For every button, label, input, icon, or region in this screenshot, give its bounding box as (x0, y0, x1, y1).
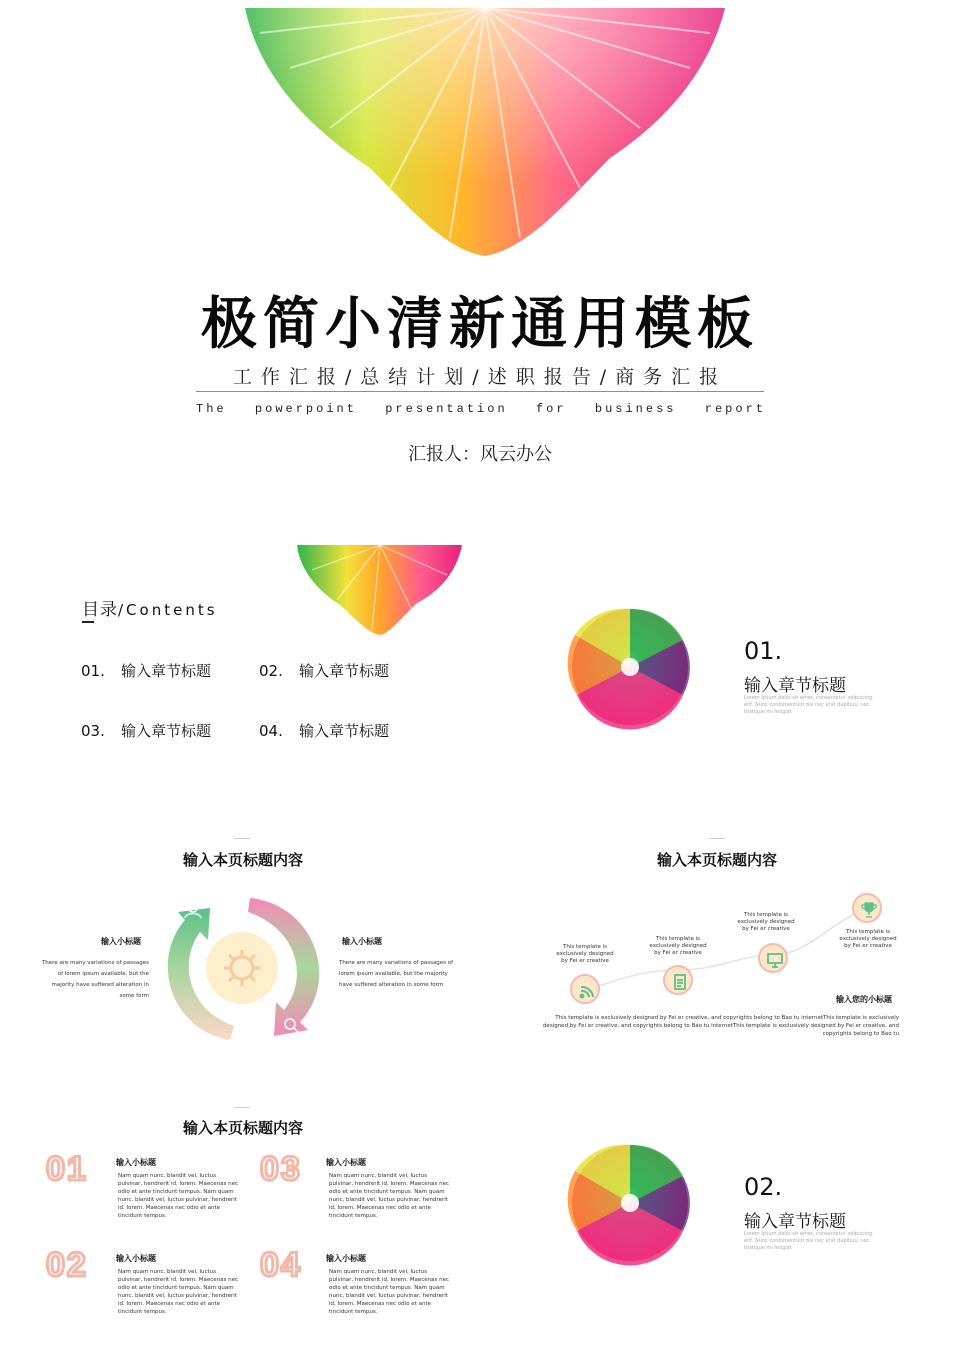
item-heading: 输入小标题 (326, 1158, 366, 1167)
section-number: 01. (744, 637, 783, 665)
item-number: 02 (46, 1246, 88, 1284)
cover-divider (196, 391, 764, 392)
page-title: 输入本页标题内容 (656, 851, 777, 869)
toc-item-4[interactable] (259, 720, 389, 741)
cycle-left-heading: 输入小标题 (101, 937, 141, 946)
flower-round-image (565, 1141, 695, 1271)
step-label-3: This template is exclusively designed by Fei er creative (737, 912, 795, 932)
contents-title-cn: 目录 (82, 600, 118, 620)
monitor-icon (758, 943, 788, 973)
trophy-icon (852, 893, 882, 923)
title-accent-line (234, 1107, 250, 1108)
wifi-icon (570, 974, 600, 1004)
toc-item-num: 01. (81, 662, 105, 680)
cover-reporter: 汇报人：风云办公 (408, 444, 552, 465)
item-text: Nam quam nunc, blandit vel, luctus pulvinar, hendrerit id, lorem. Maecenas nec odio et ante tincidunt tempus. Nam quam nunc, blandit vel, luctus pulvinar, hendrerit id, lorem. Maecenas nec odio et ante tincidunt tempus. (329, 1269, 450, 1315)
page-title: 输入本页标题内容 (182, 1119, 303, 1137)
toc-item-num: 02. (259, 662, 283, 680)
toc-item-num: 04. (259, 722, 283, 740)
item-heading: 输入小标题 (326, 1254, 366, 1263)
section-title: 输入章节标题 (744, 676, 846, 696)
section-description: Lorem ipsum dolor sit amet, consectetur adipiscing elit. Nunc condimentum dui nec erat dapibus, nec tristique mi feugiat (744, 695, 873, 715)
contents-title (82, 595, 218, 620)
toc-item-label: 输入章节标题 (299, 662, 390, 680)
step-label-2: This template is exclusively designed by Fei er creative (649, 936, 707, 956)
section-description: Lorem ipsum dolor sit amet, consectetur adipiscing elit. Nunc condimentum dui nec erat dapibus, nec tristique mi feugiat (744, 1231, 873, 1251)
item-number: 03 (260, 1150, 302, 1188)
section-title: 输入章节标题 (744, 1212, 846, 1232)
contents-title-en: /Contents (118, 601, 218, 619)
cycle-right-text: There are many variations of passages of lorem ipsum available, but the majority have suffered alteration in some form (339, 960, 454, 988)
cover-subtitle: 工作汇报/总结计划/述职报告/商务汇报 (232, 366, 728, 388)
cover-english-subtitle: The powerpoint presentation for business report (196, 402, 766, 416)
page-title: 输入本页标题内容 (182, 851, 303, 869)
item-text: Nam quam nunc, blandit vel, luctus pulvinar, hendrerit id, lorem. Maecenas nec odio et ante tincidunt tempus. Nam quam nunc, blandit vel, luctus pulvinar, hendrerit id, lorem. Maecenas nec odio et ante tincidunt tempus. (329, 1173, 450, 1219)
flower-round-image (565, 605, 695, 735)
cycle-right-heading: 输入小标题 (342, 937, 382, 946)
step-label-1: This template is exclusively designed by Fei er creative (556, 944, 614, 964)
document-icon (663, 965, 693, 995)
steps-body-text: This template is exclusively designed by Fei er creative, and copyrights belong to Bao tu internetThis template is exclusively designed by Fei er creative, and copyrights belong to Bao tu internetThis template is exclusively designed by Fei er creative, and copyrights belong to Bao tu (542, 1015, 899, 1037)
title-accent-line (234, 838, 250, 839)
flower-small-image (292, 545, 467, 635)
toc-item-label: 输入章节标题 (121, 722, 212, 740)
section-number: 02. (744, 1173, 783, 1201)
steps-subtitle: 输入您的小标题 (836, 995, 892, 1004)
toc-item-label: 输入章节标题 (299, 722, 390, 740)
item-text: Nam quam nunc, blandit vel, luctus pulvinar, hendrerit id, lorem. Maecenas nec odio et ante tincidunt tempus. Nam quam nunc, blandit vel, luctus pulvinar, hendrerit id, lorem. Maecenas nec odio et ante tincidunt tempus. (118, 1269, 239, 1315)
toc-item-label: 输入章节标题 (121, 662, 212, 680)
toc-item-num: 03. (81, 722, 105, 740)
step-label-4: This template is exclusively designed by Fei er creative (839, 929, 897, 949)
item-number: 01 (46, 1150, 88, 1188)
cycle-diagram (150, 880, 336, 1058)
cover-title: 极简小清新通用模板 (201, 292, 759, 357)
cycle-left-text: There are many variations of passages of lorem ipsum available, but the majority have suffered alteration in some form (41, 960, 149, 999)
item-text: Nam quam nunc, blandit vel, luctus pulvinar, hendrerit id, lorem. Maecenas nec odio et ante tincidunt tempus. Nam quam nunc, blandit vel, luctus pulvinar, hendrerit id, lorem. Maecenas nec odio et ante tincidunt tempus. (118, 1173, 239, 1219)
toc-item-3[interactable] (81, 720, 211, 741)
item-heading: 输入小标题 (116, 1254, 156, 1263)
title-accent-line (709, 838, 725, 839)
flower-hero-image (230, 8, 740, 258)
item-number: 04 (260, 1246, 302, 1284)
contents-underline (82, 621, 94, 623)
toc-item-2[interactable] (259, 660, 389, 681)
item-heading: 输入小标题 (116, 1158, 156, 1167)
toc-item-1[interactable] (81, 660, 211, 681)
